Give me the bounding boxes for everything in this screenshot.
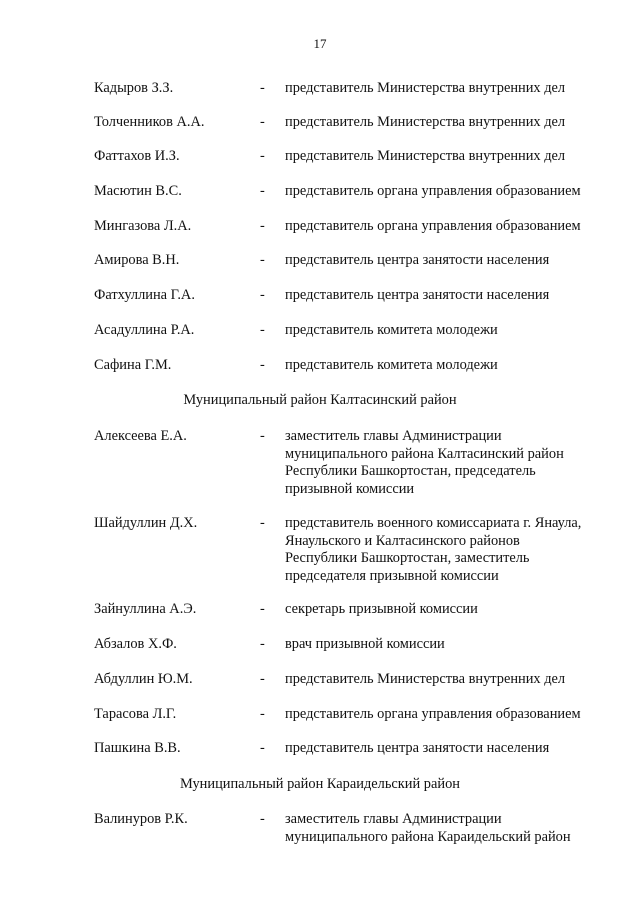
member-role: представитель центра занятости населения [285, 287, 550, 303]
dash-separator: - [260, 252, 265, 268]
dash-separator: - [260, 357, 265, 373]
member-role: представитель органа управления образованием [285, 218, 581, 234]
member-role: представитель органа управления образованием [285, 706, 581, 722]
dash-separator: - [260, 601, 265, 617]
member-role: представитель органа управления образованием [285, 183, 581, 199]
section-heading: Муниципальный район Калтасинский район [183, 392, 457, 408]
member-role: представитель Министерства внутренних дел [285, 114, 566, 130]
member-name: Фатхуллина Г.А. [94, 287, 195, 303]
dash-separator: - [260, 515, 265, 531]
dash-separator: - [260, 218, 265, 234]
member-name: Валинуров Р.К. [94, 811, 188, 827]
dash-separator: - [260, 706, 265, 722]
member-role: представитель Министерства внутренних дел [285, 671, 566, 687]
dash-separator: - [260, 287, 265, 303]
member-name: Шайдуллин Д.Х. [94, 515, 198, 531]
member-name: Толченников А.А. [94, 114, 205, 130]
member-role: врач призывной комиссии [285, 636, 445, 652]
section-heading: Муниципальный район Караидельский район [180, 776, 460, 792]
member-name: Кадыров З.З. [94, 80, 174, 96]
member-role: представитель военного комиссариата г. Янаула, Янаульского и Калтасинского районов Республики Башкортостан, заместитель председателя призывной комиссии [285, 515, 582, 584]
member-name: Фаттахов И.З. [94, 148, 180, 164]
member-role: представитель центра занятости населения [285, 252, 550, 268]
member-role: представитель комитета молодежи [285, 357, 498, 373]
dash-separator: - [260, 80, 265, 96]
dash-separator: - [260, 114, 265, 130]
member-name: Мингазова Л.А. [94, 218, 192, 234]
member-role: секретарь призывной комиссии [285, 601, 478, 617]
member-role: заместитель главы Администрации муниципального района Караидельский район [285, 811, 571, 845]
member-role: представитель Министерства внутренних дел [285, 80, 566, 96]
member-role: заместитель главы Администрации муниципального района Калтасинский район Республики Башкортостан, председатель призывной комиссии [285, 428, 564, 497]
member-role: представитель центра занятости населения [285, 740, 550, 756]
dash-separator: - [260, 148, 265, 164]
member-role: представитель комитета молодежи [285, 322, 498, 338]
dash-separator: - [260, 428, 265, 444]
member-name: Алексеева Е.А. [94, 428, 187, 444]
dash-separator: - [260, 636, 265, 652]
dash-separator: - [260, 183, 265, 199]
member-name: Абдуллин Ю.М. [94, 671, 193, 687]
member-name: Амирова В.Н. [94, 252, 180, 268]
member-name: Пашкина В.В. [94, 740, 181, 756]
member-name: Тарасова Л.Г. [94, 706, 177, 722]
member-role: представитель Министерства внутренних дел [285, 148, 566, 164]
dash-separator: - [260, 811, 265, 827]
dash-separator: - [260, 671, 265, 687]
dash-separator: - [260, 740, 265, 756]
member-name: Сафина Г.М. [94, 357, 172, 373]
dash-separator: - [260, 322, 265, 338]
member-name: Абзалов Х.Ф. [94, 636, 177, 652]
member-name: Масютин В.С. [94, 183, 182, 199]
member-name: Асадуллина Р.А. [94, 322, 195, 338]
member-name: Зайнуллина А.Э. [94, 601, 197, 617]
page-number: 17 [313, 36, 327, 51]
